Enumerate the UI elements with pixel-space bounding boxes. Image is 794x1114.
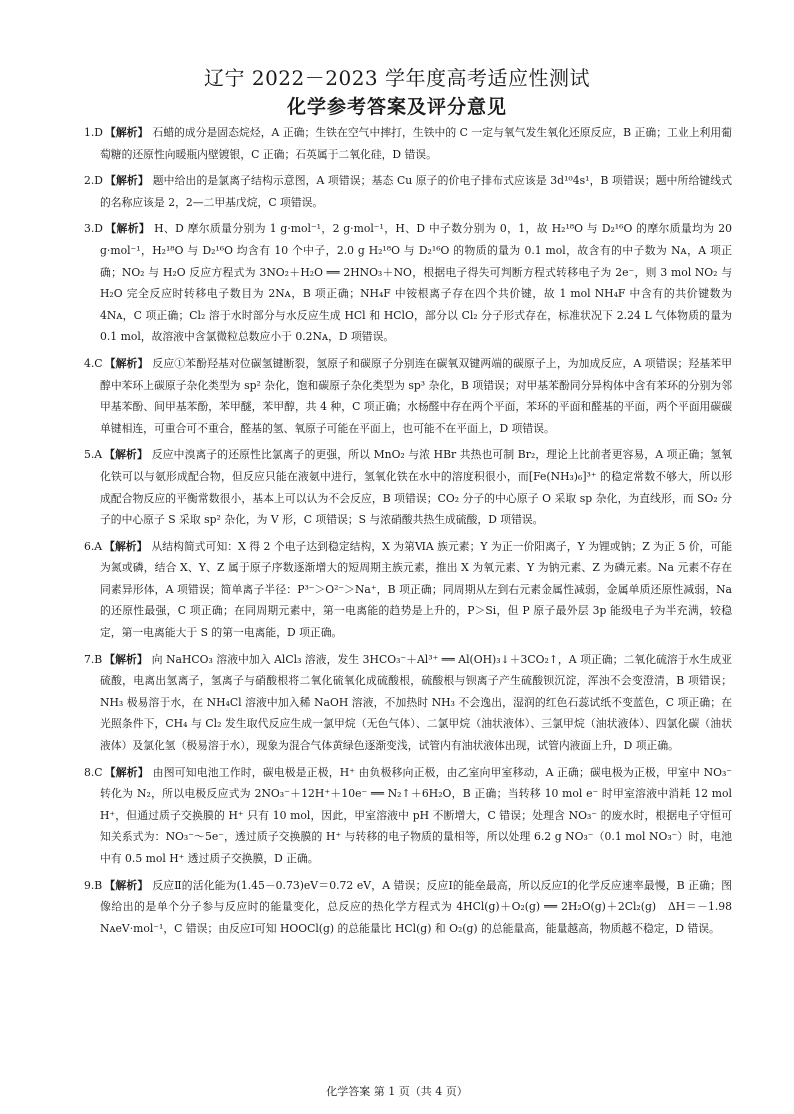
analysis-tag: 【解析】: [104, 878, 149, 892]
answer-text: 题中给出的是氯离子结构示意图，A 项错误；基态 Cu 原子的价电子排布式应该是 3d¹⁰4s¹，B 项错误；题中所给键线式的名称应该是 2，2—二甲基戊烷，C 项错误。: [100, 174, 732, 209]
answer-text: 从结构简式可知：X 得 2 个电子达到稳定结构，X 为第ⅥA 族元素；Y 为正一价阳离子，Y 为锂或钠；Z 为正 5 价，可能为氮或磷，结合 X、Y、Z 属于原子序数逐渐增大的短周期主族元素，推出 X 为氧元素、Y 为钠元素、Z 为磷元素。Na 元素不存在同素异形体，A 项错误；简单离子半径：P³⁻＞O²⁻＞Na⁺，B 项正确；同周期从左到右元素金属性减弱，金属单质还原性减弱，Na 的还原性最强，C 项正确；在同周期元素中，第一电离能的趋势是上升的，P＞Si，但 P 原子最外层 3p 能级电子为半充满，较稳定，第一电离能大于 S 的第一电离能，D 项正确。: [100, 539, 733, 640]
page-subtitle: 化学参考答案及评分意见: [286, 96, 507, 118]
answer-text: 反应中溴离子的还原性比氯离子的更强，所以 MnO₂ 与浓 HBr 共热也可制 Br₂，理论上比前者更容易，A 项正确；氢氧化铁可以与氨形成配合物，但反应只能在液氨中进行，氢氧化铁在水中的溶度积很小，而[Fe(NH₃)₆]³⁺ 的稳定常数不够大，所以形成配合物反应的平衡常数很小，基本上可以认为不会反应，B 项错误；CO₂ 分子的中心原子 O 采取 sp 杂化，为直线形，而 SO₂ 分子的中心原子 S 采取 sp² 杂化，为 V 形，C 项错误；S 与浓硝酸共热生成硫酸，D 项错误。: [100, 448, 732, 527]
answer-item-1: [84, 122, 732, 165]
answer-text: H、D 摩尔质量分别为 1 g·mol⁻¹，2 g·mol⁻¹，H、D 中子数分别为 0，1，故 H₂¹⁸O 与 D₂¹⁶O 的摩尔质量均为 20 g·mol⁻¹，H₂¹⁸O 与 D₂¹⁶O 均含有 10 个中子，2.0 g H₂¹⁸O 与 D₂¹⁶O 的物质的量为 0.1 mol，故含有的中子数为 Nᴀ，A 项正确；NO₂ 与 H₂O 反应方程式为 3NO₂＋H₂O ══ 2HNO₃＋NO，根据电子得失可判断方程式转移电子为 2e⁻，则 3 mol NO₂ 与 H₂O 完全反应时转移电子数目为 2Nᴀ，B 项正确；NH₄F 中铵根离子存在四个共价键，故 1 mol NH₄F 中含有的共价键数为 4Nᴀ，C 项正确；Cl₂ 溶于水时部分与水反应生成 HCl 和 HClO，部分以 Cl₂ 分子形式存在，标准状况下 2.24 L 气体物质的量为 0.1 mol，故溶液中含氯微粒总数应小于 0.2Nᴀ，D 项错误。: [100, 222, 733, 344]
analysis-tag: 【解析】: [104, 222, 151, 236]
analysis-tag: 【解析】: [104, 539, 148, 553]
answer-text: 由图可知电池工作时，碳电极是正极，H⁺ 由负极移向正极，由乙室向甲室移动，A 正确；碳电极为正极，甲室中 NO₃⁻ 转化为 N₂，所以电极反应式为 2NO₃⁻＋12H⁺＋10e⁻ ══ N₂↑＋6H₂O，B 正确；当转移 10 mol e⁻ 时甲室溶液中消耗 12 mol H⁺，但通过质子交换膜的 H⁺ 只有 10 mol，因此，甲室溶液中 pH 不断增大，C 错误；处理含 NO₃⁻ 的废水时，根据电子守恒可知关系式为：NO₃⁻～5e⁻，透过质子交换膜的 H⁺ 与转移的电子物质的量相等，所以处理 6.2 g NO₃⁻（0.1 mol NO₃⁻）时，电池中有 0.5 mol H⁺ 透过质子交换膜，D 正确。: [100, 765, 733, 865]
answer-number: 4.C: [84, 356, 103, 370]
answer-item-4: [84, 353, 732, 439]
answer-item-5: [84, 444, 732, 530]
page-title: 辽宁 2022－2023 学年度高考适应性测试: [203, 66, 590, 90]
answer-list: [84, 122, 732, 944]
page-footer: 化学答案 第 1 页（共 4 页）: [326, 1085, 468, 1098]
answer-number: 1.D: [84, 126, 103, 139]
answer-text: 向 NaHCO₃ 溶液中加入 AlCl₃ 溶液，发生 3HCO₃⁻＋Al³⁺ ══ Al(OH)₃↓＋3CO₂↑，A 项正确；二氧化硫溶于水生成亚硫酸，电离出氢离子，氢离子与硝酸根将二氧化硫氧化成硫酸根，硫酸根与钡离子产生硫酸钡沉淀，浑浊不会变澄清，B 项错误；NH₃ 极易溶于水，在 NH₄Cl 溶液中加入稀 NaOH 溶液，不加热时 NH₃ 不会逸出，湿润的红色石蕊试纸不变蓝色，C 项正确；在光照条件下，CH₄ 与 Cl₂ 发生取代反应生成一氯甲烷（无色气体）、二氯甲烷（油状液体）、三氯甲烷（油状液体）、四氯化碳（油状液体）及氯化氢（极易溶于水），现象为混合气体黄绿色逐渐变浅，试管内有油状液体出现，试管内液面上升，D 项正确。: [100, 652, 733, 753]
answer-item-2: [84, 170, 732, 213]
answer-text: 反应①苯酚羟基对位碳氢键断裂，氢原子和碳原子分别连在碳氧双键两端的碳原子上，为加成反应，A 项错误；羟基苯甲醇中苯环上碳原子杂化类型为 sp² 杂化，饱和碳原子杂化类型为 sp³ 杂化，B 项错误；对甲基苯酚同分异构体中含有苯环的分别为邻甲基苯酚、间甲基苯酚，苯甲醚，苯甲醇，共 4 种，C 项正确；水杨醛中存在两个平面，苯环的平面和醛基的平面，两个平面用碳碳单键相连，可重合可不重合，醛基的氢、氧原子可能在平面上，也可能不在平面上，D 项错误。: [100, 356, 732, 435]
answer-item-8: [84, 762, 732, 870]
answer-number: 8.C: [84, 765, 103, 779]
answer-number: 5.A: [84, 448, 103, 462]
answer-item-9: [84, 875, 732, 940]
analysis-tag: 【解析】: [104, 765, 149, 779]
answer-text: 反应Ⅱ的活化能为(1.45－0.73)eV＝0.72 eV，A 错误；反应Ⅰ的能垒最高，所以反应Ⅰ的化学反应速率最慢，B 正确；图像给出的是单个分子参与反应时的能量变化，总反应的热化学方程式为 4HCl(g)＋O₂(g) ══ 2H₂O(g)＋2Cl₂(g) ΔH＝－1.98 NᴀeV·mol⁻¹，C 错误；由反应Ⅰ可知 HOOCl(g) 的总能量比 HCl(g) 和 O₂(g) 的总能量高，能量越高，物质越不稳定，D 错误。: [100, 878, 733, 935]
answer-item-6: [84, 536, 732, 644]
analysis-tag: 【解析】: [104, 174, 149, 188]
answer-number: 9.B: [84, 878, 103, 892]
answer-item-3: [84, 218, 732, 348]
answer-number: 2.D: [84, 174, 103, 188]
answer-number: 3.D: [84, 222, 103, 236]
answer-number: 7.B: [84, 652, 103, 666]
answer-text: 石蜡的成分是固态烷烃，A 正确；生铁在空气中摔打，生铁中的 C 一定与氧气发生氧化还原反应，B 正确；工业上利用葡萄糖的还原性向暖瓶内壁镀银，C 正确；石英属于二氧化硅，D 错误。: [100, 126, 733, 161]
analysis-tag: 【解析】: [104, 448, 148, 462]
analysis-tag: 【解析】: [104, 356, 149, 370]
answer-item-7: [84, 649, 732, 757]
analysis-tag: 【解析】: [104, 652, 148, 666]
answer-number: 6.A: [84, 539, 103, 553]
analysis-tag: 【解析】: [104, 126, 149, 139]
